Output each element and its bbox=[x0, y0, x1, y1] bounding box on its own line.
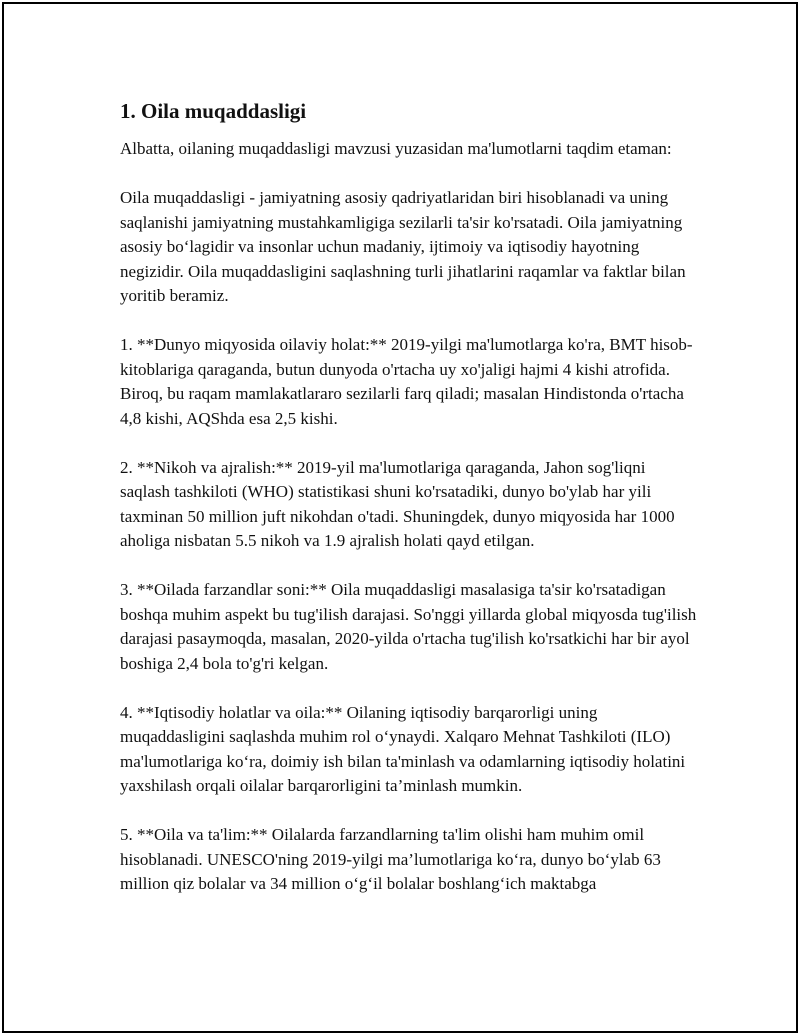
document-title: 1. Oila muqaddasligi bbox=[120, 99, 307, 123]
point-4-paragraph: 4. **Iqtisodiy holatlar va oila:** Oilaning iqtisodiy barqarorligi uning muqaddasligini saqlashda muhim rol o‘ynaydi. Xalqaro Mehnat Tashkiloti (ILO) ma'lumotlariga ko‘ra, doimiy ish bilan ta'minlash va odamlarning iqtisodiy holatini yaxshilash orqali oilalar barqarorligini ta’minlash mumkin. bbox=[120, 702, 686, 795]
overview-paragraph: Oila muqaddasligi - jamiyatning asosiy qadriyatlaridan biri hisoblanadi va uning saqlanishi jamiyatning mustahkamligiga sezilarli ta'sir ko'rsatadi. Oila jamiyatning asosiy bo‘lagidir va insonlar uchun madaniy, ijtimoiy va iqtisodiy hayotning negizidir. Oila muqaddasligini saqlashning turli jihatlarini raqamlar va faktlar bilan yoritib beramiz. bbox=[120, 188, 686, 305]
point-3-paragraph: 3. **Oilada farzandlar soni:** Oila muqaddasligi masalasiga ta'sir ko'rsatadigan boshqa muhim aspekt bu tug'ilish darajasi. So'nggi yillarda global miqyosda tug'ilish darajasi pasaymoqda, masalan, 2020-yilda o'rtacha tug'ilish ko'rsatkichi har bir ayol boshiga 2,4 bola to'g'ri kelgan. bbox=[120, 580, 697, 673]
point-5-paragraph: 5. **Oila va ta'lim:** Oilalarda farzandlarning ta'lim olishi ham muhim omil hisoblanadi. UNESCO'ning 2019-yilgi ma’lumotlariga ko‘ra, dunyo bo‘ylab 63 million qiz bolalar va 34 million o‘g‘il bolalar boshlang‘ich maktabga bbox=[120, 825, 661, 893]
intro-paragraph: Albatta, oilaning muqaddasligi mavzusi yuzasidan ma'lumotlarni taqdim etaman: bbox=[120, 139, 672, 158]
point-1-paragraph: 1. **Dunyo miqyosida oilaviy holat:** 2019-yilgi ma'lumotlarga ko'ra, BMT hisob-kitoblariga qaraganda, butun dunyoda o'rtacha uy xo'jaligi hajmi 4 kishi atrofida. Biroq, bu raqam mamlakatlararo sezilarli farq qiladi; masalan Hindistonda o'rtacha 4,8 kishi, AQShda esa 2,5 kishi. bbox=[120, 335, 693, 428]
page-frame bbox=[2, 2, 798, 1033]
point-2-paragraph: 2. **Nikoh va ajralish:** 2019-yil ma'lumotlariga qaraganda, Jahon sog'liqni saqlash tashkiloti (WHO) statistikasi shuni ko'rsatadiki, dunyo bo'ylab har yili taxminan 50 million juft nikohdan o'tadi. Shuningdek, dunyo miqyosida har 1000 aholiga nisbatan 5.5 nikoh va 1.9 ajralish holati qayd etilgan. bbox=[120, 457, 675, 550]
document-body bbox=[120, 98, 698, 921]
